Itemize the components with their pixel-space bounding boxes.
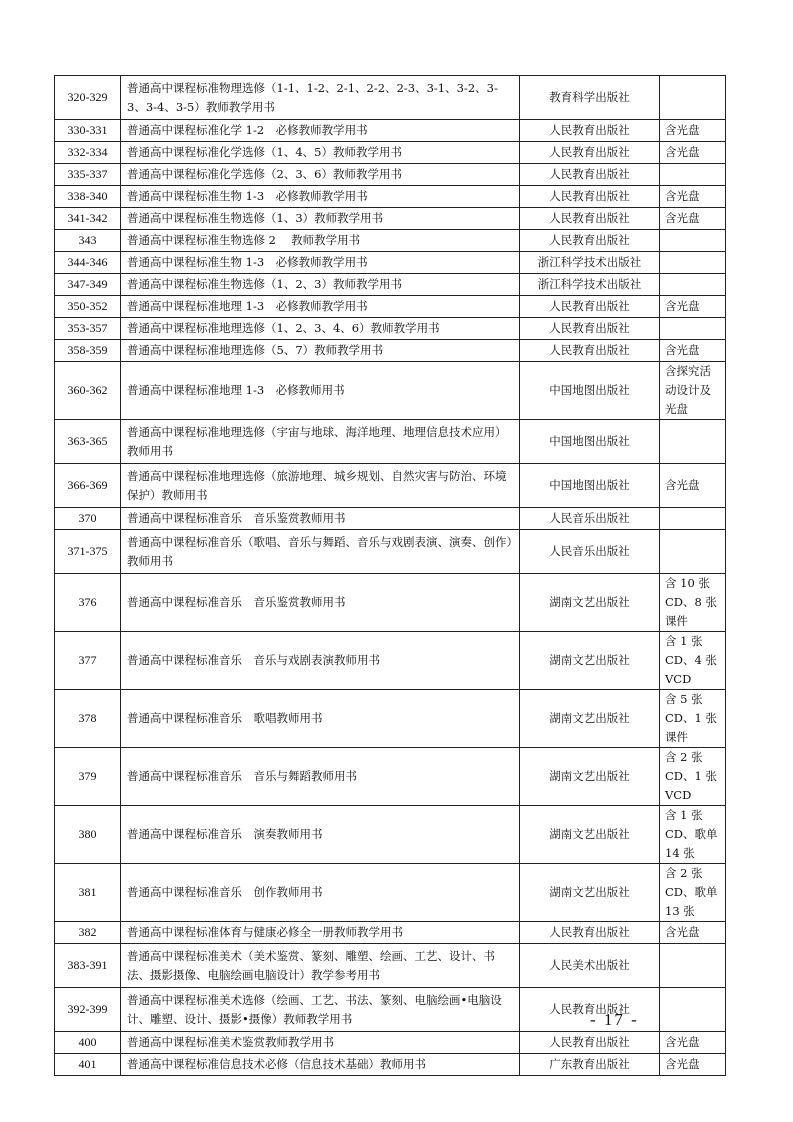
row-publisher: 人民教育出版社 (520, 988, 660, 1032)
row-title: 普通高中课程标准地理 1-3 必修教师用书 (121, 362, 520, 420)
table-row (55, 420, 726, 464)
table-row (55, 76, 726, 120)
row-title: 普通高中课程标准信息技术必修（信息技术基础）教师用书 (121, 1054, 520, 1076)
row-code: 344-346 (55, 252, 121, 274)
table-row (55, 922, 726, 944)
row-publisher: 人民教育出版社 (520, 208, 660, 230)
row-publisher: 人民教育出版社 (520, 164, 660, 186)
row-publisher: 人民教育出版社 (520, 1032, 660, 1054)
table-row (55, 632, 726, 690)
book-list-body (55, 76, 726, 1076)
row-title: 普通高中课程标准美术（美术鉴赏、篆刻、雕塑、绘画、工艺、设计、书法、摄影摄像、电脑绘画电脑设计）教学参考用书 (121, 944, 520, 988)
row-code: 320-329 (55, 76, 121, 120)
row-publisher: 人民美术出版社 (520, 944, 660, 988)
row-code: 383-391 (55, 944, 121, 988)
row-publisher: 广东教育出版社 (520, 1054, 660, 1076)
row-note: 含光盘 (660, 120, 726, 142)
table-row (55, 362, 726, 420)
row-publisher: 人民音乐出版社 (520, 508, 660, 530)
row-publisher: 人民教育出版社 (520, 296, 660, 318)
row-note: 含光盘 (660, 186, 726, 208)
table-row (55, 574, 726, 632)
row-title: 普通高中课程标准音乐 音乐鉴赏教师用书 (121, 508, 520, 530)
row-note: 含探究活动设计及光盘 (660, 362, 726, 420)
row-note (660, 508, 726, 530)
row-note: 含光盘 (660, 464, 726, 508)
row-note: 含光盘 (660, 340, 726, 362)
row-code: 378 (55, 690, 121, 748)
table-row (55, 464, 726, 508)
row-title: 普通高中课程标准美术选修（绘画、工艺、书法、篆刻、电脑绘画•电脑设计、雕塑、设计、摄影•摄像）教师教学用书 (121, 988, 520, 1032)
row-publisher: 教育科学出版社 (520, 76, 660, 120)
row-code: 350-352 (55, 296, 121, 318)
row-title: 普通高中课程标准生物选修 2 教师教学用书 (121, 230, 520, 252)
table-row (55, 164, 726, 186)
row-publisher: 人民教育出版社 (520, 318, 660, 340)
row-title: 普通高中课程标准生物 1-3 必修教师教学用书 (121, 252, 520, 274)
row-code: 338-340 (55, 186, 121, 208)
row-code: 332-334 (55, 142, 121, 164)
row-code: 330-331 (55, 120, 121, 142)
row-title: 普通高中课程标准地理选修（5、7）教师教学用书 (121, 340, 520, 362)
row-note: 含 10 张 CD、8 张课件 (660, 574, 726, 632)
table-row (55, 864, 726, 922)
row-code: 379 (55, 748, 121, 806)
row-note (660, 274, 726, 296)
row-title: 普通高中课程标准音乐 音乐与戏剧表演教师用书 (121, 632, 520, 690)
row-publisher: 湖南文艺出版社 (520, 574, 660, 632)
row-code: 358-359 (55, 340, 121, 362)
row-title: 普通高中课程标准化学 1-2 必修教师教学用书 (121, 120, 520, 142)
row-note: 含光盘 (660, 208, 726, 230)
row-title: 普通高中课程标准音乐 歌唱教师用书 (121, 690, 520, 748)
row-publisher: 湖南文艺出版社 (520, 690, 660, 748)
book-list-table (54, 75, 726, 1076)
table-row (55, 318, 726, 340)
row-title: 普通高中课程标准美术鉴赏教师教学用书 (121, 1032, 520, 1054)
table-row (55, 274, 726, 296)
row-note: 含 1 张 CD、4 张 VCD (660, 632, 726, 690)
row-code: 363-365 (55, 420, 121, 464)
row-title: 普通高中课程标准音乐 演奏教师用书 (121, 806, 520, 864)
row-code: 381 (55, 864, 121, 922)
table-row (55, 252, 726, 274)
row-publisher: 湖南文艺出版社 (520, 806, 660, 864)
row-note: 含光盘 (660, 922, 726, 944)
table-row (55, 748, 726, 806)
row-code: 335-337 (55, 164, 121, 186)
row-code: 360-362 (55, 362, 121, 420)
row-code: 380 (55, 806, 121, 864)
row-code: 376 (55, 574, 121, 632)
table-row (55, 690, 726, 748)
row-note: 含光盘 (660, 1054, 726, 1076)
row-note: 含光盘 (660, 142, 726, 164)
row-publisher: 中国地图出版社 (520, 464, 660, 508)
row-note (660, 318, 726, 340)
row-note: 含 5 张 CD、1 张课件 (660, 690, 726, 748)
table-row (55, 186, 726, 208)
row-code: 341-342 (55, 208, 121, 230)
row-code: 382 (55, 922, 121, 944)
row-note (660, 944, 726, 988)
table-row (55, 1054, 726, 1076)
table-row (55, 142, 726, 164)
row-title: 普通高中课程标准地理选修（宇宙与地球、海洋地理、地理信息技术应用）教师用书 (121, 420, 520, 464)
row-title: 普通高中课程标准音乐 音乐鉴赏教师用书 (121, 574, 520, 632)
row-title: 普通高中课程标准地理 1-3 必修教师教学用书 (121, 296, 520, 318)
row-publisher: 人民教育出版社 (520, 922, 660, 944)
row-publisher: 中国地图出版社 (520, 362, 660, 420)
row-publisher: 人民教育出版社 (520, 142, 660, 164)
row-title: 普通高中课程标准音乐（歌唱、音乐与舞蹈、音乐与戏剧表演、演奏、创作）教师用书 (121, 530, 520, 574)
table-row (55, 508, 726, 530)
row-title: 普通高中课程标准地理选修（1、2、3、4、6）教师教学用书 (121, 318, 520, 340)
row-note: 含 2 张 CD、1 张 VCD (660, 748, 726, 806)
table-row (55, 208, 726, 230)
row-code: 347-349 (55, 274, 121, 296)
row-code: 366-369 (55, 464, 121, 508)
row-publisher: 人民音乐出版社 (520, 530, 660, 574)
table-row (55, 296, 726, 318)
row-code: 392-399 (55, 988, 121, 1032)
row-note: 含 1 张 CD、歌单 14 张 (660, 806, 726, 864)
table-row (55, 806, 726, 864)
row-publisher: 人民教育出版社 (520, 120, 660, 142)
page-number: - 17 - (590, 1010, 639, 1029)
row-code: 343 (55, 230, 121, 252)
row-title: 普通高中课程标准化学选修（2、3、6）教师教学用书 (121, 164, 520, 186)
row-code: 400 (55, 1032, 121, 1054)
row-title: 普通高中课程标准物理选修（1-1、1-2、2-1、2-2、2-3、3-1、3-2、3-3、3-4、3-5）教师教学用书 (121, 76, 520, 120)
row-publisher: 湖南文艺出版社 (520, 864, 660, 922)
row-note (660, 530, 726, 574)
row-note: 含光盘 (660, 296, 726, 318)
row-publisher: 人民教育出版社 (520, 340, 660, 362)
table-row (55, 530, 726, 574)
row-note (660, 988, 726, 1032)
row-publisher: 湖南文艺出版社 (520, 632, 660, 690)
row-title: 普通高中课程标准音乐 创作教师用书 (121, 864, 520, 922)
row-note (660, 164, 726, 186)
row-title: 普通高中课程标准地理选修（旅游地理、城乡规划、自然灾害与防治、环境保护）教师用书 (121, 464, 520, 508)
row-note (660, 76, 726, 120)
table-row (55, 944, 726, 988)
table-row (55, 230, 726, 252)
row-publisher: 湖南文艺出版社 (520, 748, 660, 806)
row-title: 普通高中课程标准生物 1-3 必修教师教学用书 (121, 186, 520, 208)
table-row (55, 340, 726, 362)
table-row (55, 1032, 726, 1054)
row-publisher: 浙江科学技术出版社 (520, 252, 660, 274)
row-publisher: 人民教育出版社 (520, 230, 660, 252)
row-note (660, 420, 726, 464)
row-code: 401 (55, 1054, 121, 1076)
row-note: 含光盘 (660, 1032, 726, 1054)
row-code: 377 (55, 632, 121, 690)
row-code: 371-375 (55, 530, 121, 574)
row-title: 普通高中课程标准生物选修（1、2、3）教师教学用书 (121, 274, 520, 296)
row-code: 370 (55, 508, 121, 530)
row-note (660, 230, 726, 252)
row-note (660, 252, 726, 274)
row-title: 普通高中课程标准体育与健康必修全一册教师教学用书 (121, 922, 520, 944)
table-row (55, 120, 726, 142)
row-title: 普通高中课程标准生物选修（1、3）教师教学用书 (121, 208, 520, 230)
row-publisher: 浙江科学技术出版社 (520, 274, 660, 296)
row-note: 含 2 张 CD、歌单 13 张 (660, 864, 726, 922)
row-publisher: 中国地图出版社 (520, 420, 660, 464)
row-title: 普通高中课程标准音乐 音乐与舞蹈教师用书 (121, 748, 520, 806)
row-publisher: 人民教育出版社 (520, 186, 660, 208)
row-code: 353-357 (55, 318, 121, 340)
row-title: 普通高中课程标准化学选修（1、4、5）教师教学用书 (121, 142, 520, 164)
